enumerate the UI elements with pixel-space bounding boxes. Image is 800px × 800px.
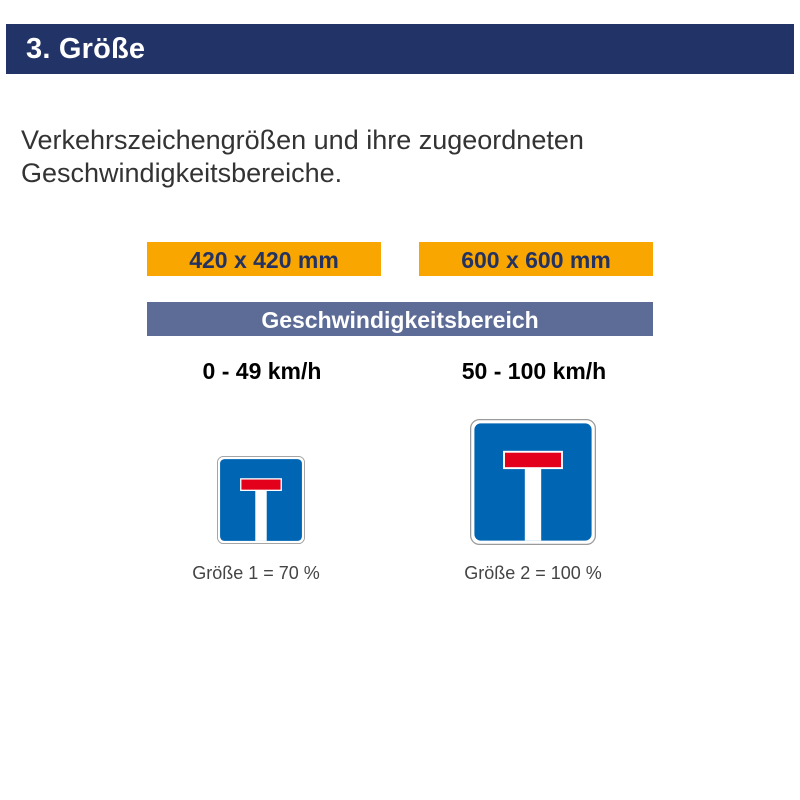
dead-end-sign-large xyxy=(470,419,596,545)
section-title: 3. Größe xyxy=(26,33,146,65)
section-header xyxy=(6,24,794,74)
size-caption-1: Größe 1 = 70 % xyxy=(192,563,320,583)
dead-end-sign-icon xyxy=(470,419,596,545)
size-caption-2: Größe 2 = 100 % xyxy=(464,563,602,583)
speed-range-high: 50 - 100 km/h xyxy=(461,358,607,384)
size-label-600: 600 x 600 mm xyxy=(419,242,653,276)
intro-line-1: Verkehrszeichengrößen und ihre zugeordneten xyxy=(21,125,584,155)
speed-range-low: 0 - 49 km/h xyxy=(202,358,322,384)
intro-text xyxy=(21,124,781,190)
dead-end-sign-small xyxy=(217,456,305,544)
speed-range-header: Geschwindigkeitsbereich xyxy=(147,302,653,336)
size-label-420: 420 x 420 mm xyxy=(147,242,381,276)
intro-line-2: Geschwindigkeitsbereiche. xyxy=(21,158,343,188)
dead-end-sign-icon xyxy=(217,456,305,544)
